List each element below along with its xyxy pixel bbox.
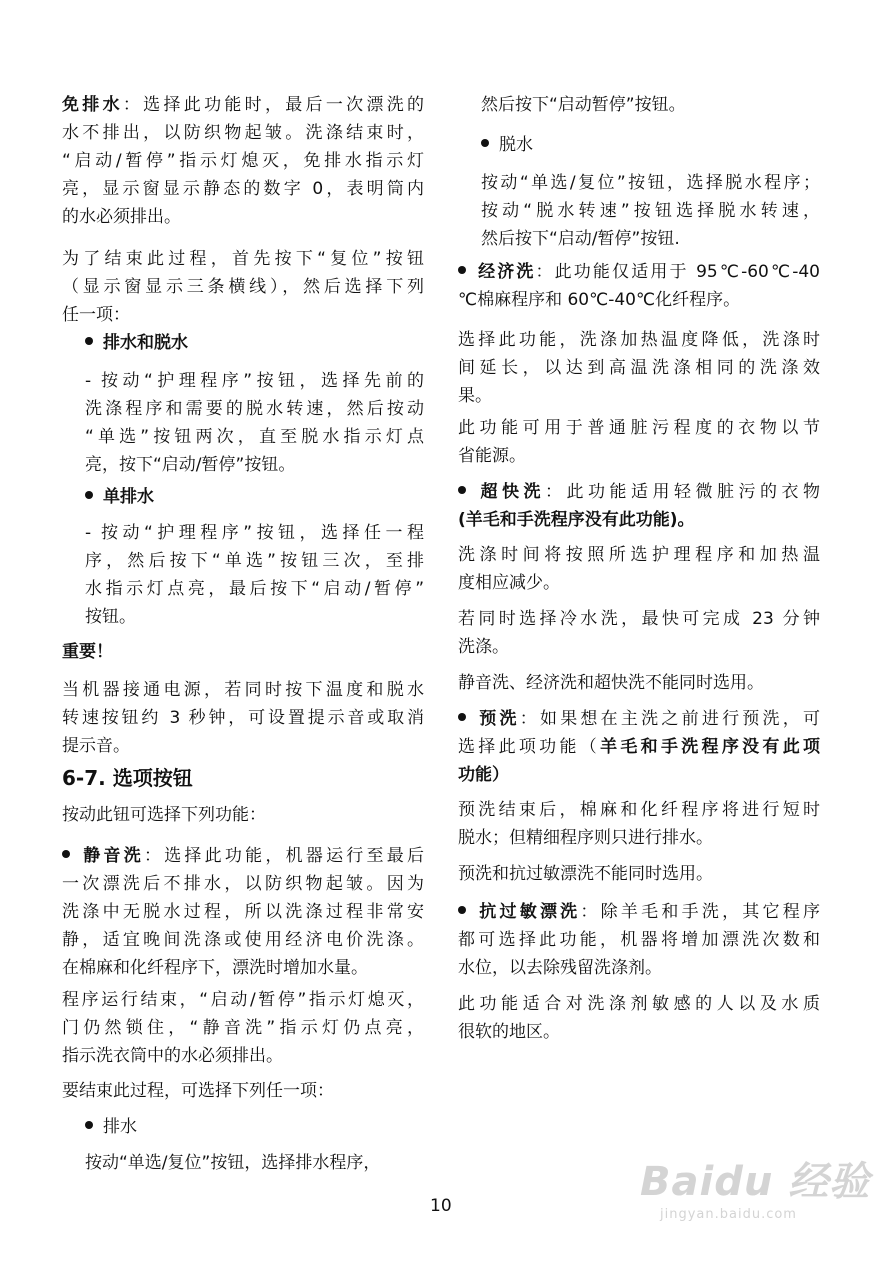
- text-line: [62, 304, 130, 326]
- text-line: [62, 901, 424, 923]
- watermark-url: jingyan.baidu.com: [660, 1207, 797, 1222]
- text: 指示洗衣筒中的水必须排出。: [62, 1046, 283, 1066]
- text-line: [85, 550, 424, 572]
- text-line: [85, 426, 424, 448]
- text: 预洗和抗过敏漂洗不能同时选用。: [458, 864, 713, 884]
- text: 要结束此过程，可选择下列任一项：: [62, 1081, 334, 1101]
- bold-text: 免排水: [62, 95, 123, 115]
- text-line: [62, 1045, 283, 1067]
- text-line: [62, 1080, 334, 1102]
- text-line: [458, 736, 820, 758]
- text-line: [85, 454, 295, 476]
- text-line: [481, 172, 820, 194]
- text: ：此功能适用轻微脏污的衣物: [545, 482, 820, 502]
- section-heading: [62, 767, 193, 789]
- text: 的水必须排出。: [62, 207, 181, 227]
- text: 提示音。: [62, 736, 130, 756]
- bold-text: 排水和脱水: [103, 333, 188, 353]
- text-line: [85, 1152, 380, 1174]
- text: 此功能可用于普通脏污程度的衣物以节: [458, 418, 820, 438]
- text: 果。: [458, 386, 492, 406]
- bullet-icon: [458, 266, 466, 274]
- text: 按动“单选/复位”按钮，选择脱水程序；: [481, 173, 820, 193]
- bold-text: 功能）: [458, 765, 509, 785]
- text: 然后按下“启动/暂停”按钮.: [481, 229, 680, 249]
- text-line: [458, 357, 820, 379]
- text-line: [85, 332, 188, 354]
- bullet-icon: [85, 337, 93, 345]
- bold-text: 经济洗: [476, 262, 536, 282]
- text: 亮，按下“启动/暂停”按钮。: [85, 455, 296, 475]
- watermark-logo: Baidu 经验: [640, 1159, 871, 1205]
- text-line: [85, 606, 136, 628]
- text: “单选”按钮两次，直至脱水指示灯点: [85, 427, 424, 447]
- text: 排水: [103, 1117, 137, 1137]
- text: 转速按钮约 3 秒钟，可设置提示音或取消: [62, 708, 424, 728]
- bullet-icon: [85, 491, 93, 499]
- text: 按动“单选/复位”按钮，选择排水程序，: [85, 1153, 381, 1173]
- text: 选择此项功能（: [458, 737, 601, 757]
- text: 为了结束此过程，首先按下“复位”按钮: [62, 249, 424, 269]
- text: 水不排出，以防织物起皱。洗涤结束时，: [62, 123, 424, 143]
- bullet-icon: [481, 139, 489, 147]
- text: - 按动“护理程序”按钮，选择任一程: [85, 523, 424, 543]
- text: 亮，显示窗显示静态的数字 0，表明筒内: [62, 179, 424, 199]
- text-line: [62, 206, 181, 228]
- text: ：如果想在主洗之前进行预洗，可: [519, 709, 821, 729]
- text: “启动/暂停”指示灯熄灭，免排水指示灯: [62, 151, 424, 171]
- text-line: [458, 827, 713, 849]
- bold-text: 重要！: [62, 642, 113, 662]
- text-line: [62, 178, 424, 200]
- text: 程序运行结束，“启动/暂停”指示灯熄灭，: [62, 990, 424, 1010]
- text-line: [85, 1116, 137, 1138]
- text-line: [62, 957, 368, 979]
- text-line: [458, 929, 820, 951]
- bold-text: 单排水: [103, 487, 154, 507]
- text: ：选择此功能，机器运行至最后: [143, 846, 425, 866]
- text-line: [62, 873, 424, 895]
- text: 洗涤中无脱水过程，所以洗涤过程非常安: [62, 902, 424, 922]
- page-number: 10: [430, 1196, 452, 1216]
- text-line: [62, 276, 424, 298]
- text-line: [458, 509, 695, 531]
- text: 当机器接通电源，若同时按下温度和脱水: [62, 680, 424, 700]
- text: 洗涤程序和需要的脱水转速，然后按动: [85, 399, 424, 419]
- text: 静，适宜晚间洗涤或使用经济电价洗涤。: [62, 930, 424, 950]
- text-line: [62, 989, 424, 1011]
- bullet-icon: [458, 486, 466, 494]
- bold-text: 羊毛和手洗程序没有此项: [600, 737, 821, 757]
- text: 选择此功能，洗涤加热温度降低，洗涤时: [458, 330, 820, 350]
- text-line: [481, 134, 533, 156]
- text-line: [458, 329, 820, 351]
- bold-text: 超快洗: [476, 482, 545, 502]
- text-line: [458, 764, 509, 786]
- text: 在棉麻和化纤程序下，漂洗时增加水量。: [62, 958, 368, 978]
- text: ℃棉麻程序和 60℃-40℃化纤程序。: [458, 290, 741, 310]
- text-line: [458, 544, 820, 566]
- text: 按动此钮可选择下列功能：: [62, 805, 266, 825]
- text-line: [62, 248, 424, 270]
- text-line: [458, 636, 509, 658]
- text-line: [458, 901, 820, 923]
- text: ：选择此功能时，最后一次漂洗的: [122, 95, 425, 115]
- text-line: [62, 735, 130, 757]
- text: 都可选择此功能，机器将增加漂洗次数和: [458, 930, 820, 950]
- text: 门仍然锁住，“静音洗”指示灯仍点亮，: [62, 1018, 424, 1038]
- text-line: [62, 641, 113, 663]
- text-line: [458, 385, 492, 407]
- text-line: [458, 799, 820, 821]
- text: 按钮。: [85, 607, 136, 627]
- text-line: [458, 993, 820, 1015]
- text-line: [62, 804, 266, 826]
- text-line: [62, 122, 424, 144]
- bullet-icon: [458, 713, 466, 721]
- text-line: [481, 94, 686, 116]
- text-line: [481, 228, 680, 250]
- text: 静音洗、经济洗和超快洗不能同时选用。: [458, 673, 764, 693]
- text-line: [85, 522, 424, 544]
- text-line: [458, 957, 662, 979]
- text: 水位，以去除残留洗涤剂。: [458, 958, 662, 978]
- text-line: [458, 708, 820, 730]
- bold-text: 抗过敏漂洗: [476, 902, 581, 922]
- text-line: [62, 845, 424, 867]
- text: 此功能适合对洗涤剂敏感的人以及水质: [458, 994, 820, 1014]
- text-line: [62, 150, 424, 172]
- text: 按动“脱水转速”按钮选择脱水转速，: [481, 201, 820, 221]
- bold-text: 静音洗: [80, 846, 144, 866]
- text: 脱水；但精细程序则只进行排水。: [458, 828, 713, 848]
- bullet-icon: [62, 850, 70, 858]
- text-line: [458, 417, 820, 439]
- baidu-watermark: [640, 1150, 870, 1222]
- text: 6-7. 选项按钮: [62, 766, 193, 790]
- text: 预洗结束后，棉麻和化纤程序将进行短时: [458, 800, 820, 820]
- text: ：除羊毛和手洗，其它程序: [580, 902, 821, 922]
- text: 洗涤时间将按照所选护理程序和加热温: [458, 545, 820, 565]
- text-line: [85, 398, 424, 420]
- text-line: [62, 707, 424, 729]
- text-line: [85, 486, 154, 508]
- text-line: [458, 572, 560, 594]
- text-line: [458, 608, 820, 630]
- text: 任一项：: [62, 305, 130, 325]
- text: 脱水: [499, 135, 533, 155]
- text: 然后按下“启动暂停”按钮。: [481, 95, 686, 115]
- text: 若同时选择冷水洗，最快可完成 23 分钟: [458, 609, 820, 629]
- bullet-icon: [85, 1121, 93, 1129]
- text-line: [481, 200, 820, 222]
- text-line: [458, 445, 526, 467]
- text-line: [458, 863, 713, 885]
- text: 省能源。: [458, 446, 526, 466]
- text: - 按动“护理程序”按钮，选择先前的: [85, 371, 424, 391]
- bullet-icon: [458, 906, 466, 914]
- text-line: [458, 481, 820, 503]
- bold-text: 预洗: [476, 709, 520, 729]
- text-line: [458, 672, 764, 694]
- text-line: [62, 1017, 424, 1039]
- text: 一次漂洗后不排水，以防织物起皱。因为: [62, 874, 424, 894]
- text-line: [458, 1021, 560, 1043]
- text: 水指示灯点亮，最后按下“启动/暂停”: [85, 579, 424, 599]
- text: 间延长，以达到高温洗涤相同的洗涤效: [458, 358, 820, 378]
- text-line: [458, 289, 740, 311]
- text: 洗涤。: [458, 637, 509, 657]
- text-line: [62, 679, 424, 701]
- text-line: [62, 94, 424, 116]
- bold-text: (羊毛和手洗程序没有此功能)。: [458, 510, 695, 530]
- text: 度相应减少。: [458, 573, 560, 593]
- text-line: [62, 929, 424, 951]
- text: 序，然后按下“单选”按钮三次，至排: [85, 551, 424, 571]
- text-line: [458, 261, 820, 283]
- text-line: [85, 370, 424, 392]
- text: （显示窗显示三条横线），然后选择下列: [62, 277, 424, 297]
- text: ：此功能仅适用于 95℃-60℃-40: [535, 262, 820, 282]
- text-line: [85, 578, 424, 600]
- text: 很软的地区。: [458, 1022, 560, 1042]
